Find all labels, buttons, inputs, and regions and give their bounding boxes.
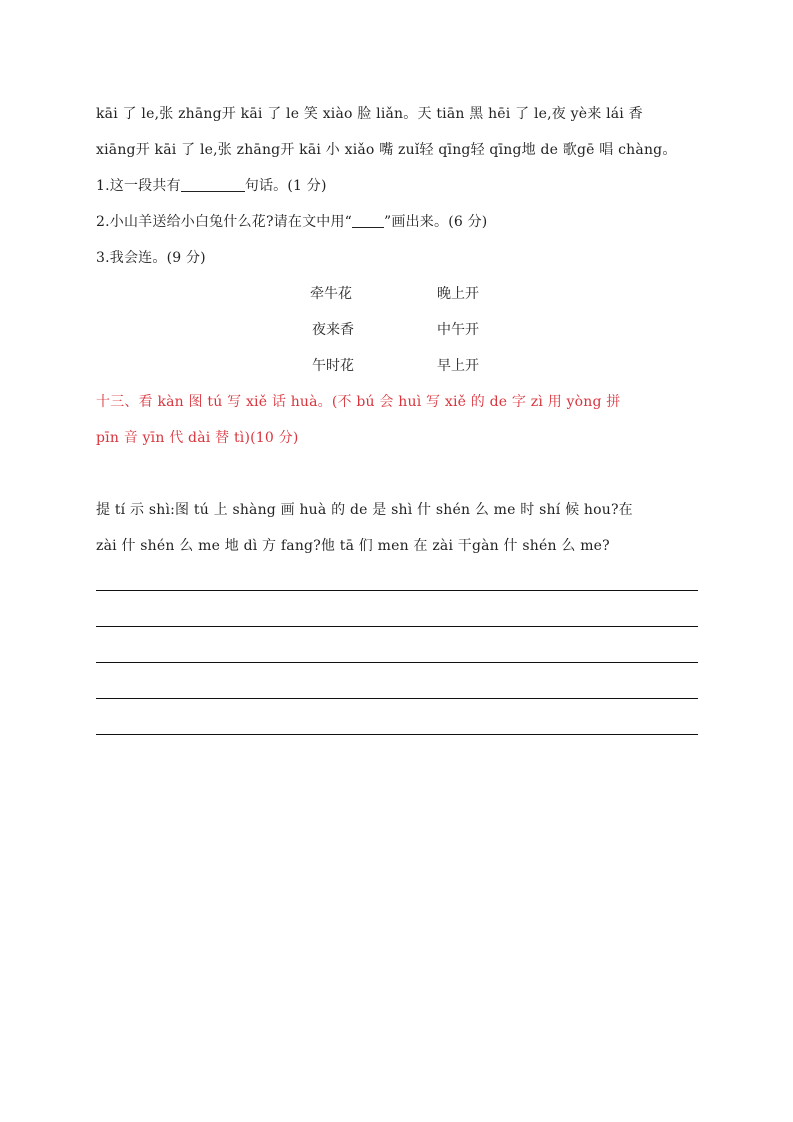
- passage-line-2: xiāng开 kāi 了 le,张 zhāng开 kāi 小 xiǎo 嘴 zuǐ轻 qīng轻 qīng地 de 歌gē 唱 chàng。: [96, 142, 677, 158]
- underline-sample: [352, 213, 384, 228]
- question-text: 我会连。(9 分): [109, 250, 206, 266]
- answer-line[interactable]: [96, 662, 698, 663]
- question-number: 1.: [96, 178, 110, 194]
- question-text-after: 句话。(1 分): [244, 178, 327, 194]
- question-text-after: ”画出来。(6 分): [384, 214, 488, 230]
- question-3: [96, 248, 206, 268]
- question-text: 小山羊送给小白兔什么花?请在文中用“: [109, 214, 353, 230]
- question-number: 3.: [96, 250, 110, 266]
- time-item[interactable]: 中午开: [437, 322, 479, 338]
- answer-line[interactable]: [96, 698, 698, 699]
- answer-blank[interactable]: [181, 177, 245, 192]
- hint-line-1: 提 tí 示 shì:图 tú 上 shàng 画 huà 的 de 是 shì 什 shén 么 me 时 shí 候 hou?在: [96, 502, 633, 518]
- flower-item[interactable]: 午时花: [312, 358, 354, 374]
- hint-line-2: zài 什 shén 么 me 地 dì 方 fang?他 tā 们 men 在 zài 干gàn 什 shén 么 me?: [96, 538, 610, 554]
- time-item[interactable]: 晚上开: [437, 286, 479, 302]
- question-number: 2.: [96, 214, 110, 230]
- answer-line[interactable]: [96, 590, 698, 591]
- answer-line[interactable]: [96, 626, 698, 627]
- passage-line-1: kāi 了 le,张 zhāng开 kāi 了 le 笑 xiào 脸 liǎn。天 tiān 黑 hēi 了 le,夜 yè来 lái 香: [96, 106, 643, 122]
- flower-item[interactable]: 牵牛花: [310, 286, 352, 302]
- section-heading-line-2: pīn 音 yīn 代 dài 替 tì)(10 分): [96, 430, 299, 446]
- question-text: 这一段共有: [109, 178, 181, 194]
- question-1: [96, 176, 327, 196]
- flower-item[interactable]: 夜来香: [312, 322, 354, 338]
- answer-line[interactable]: [96, 734, 698, 735]
- question-2: [96, 212, 487, 232]
- section-heading-line-1: 十三、看 kàn 图 tú 写 xiě 话 huà。(不 bú 会 huì 写 xiě 的 de 字 zì 用 yòng 拼: [96, 394, 621, 410]
- time-item[interactable]: 早上开: [437, 358, 479, 374]
